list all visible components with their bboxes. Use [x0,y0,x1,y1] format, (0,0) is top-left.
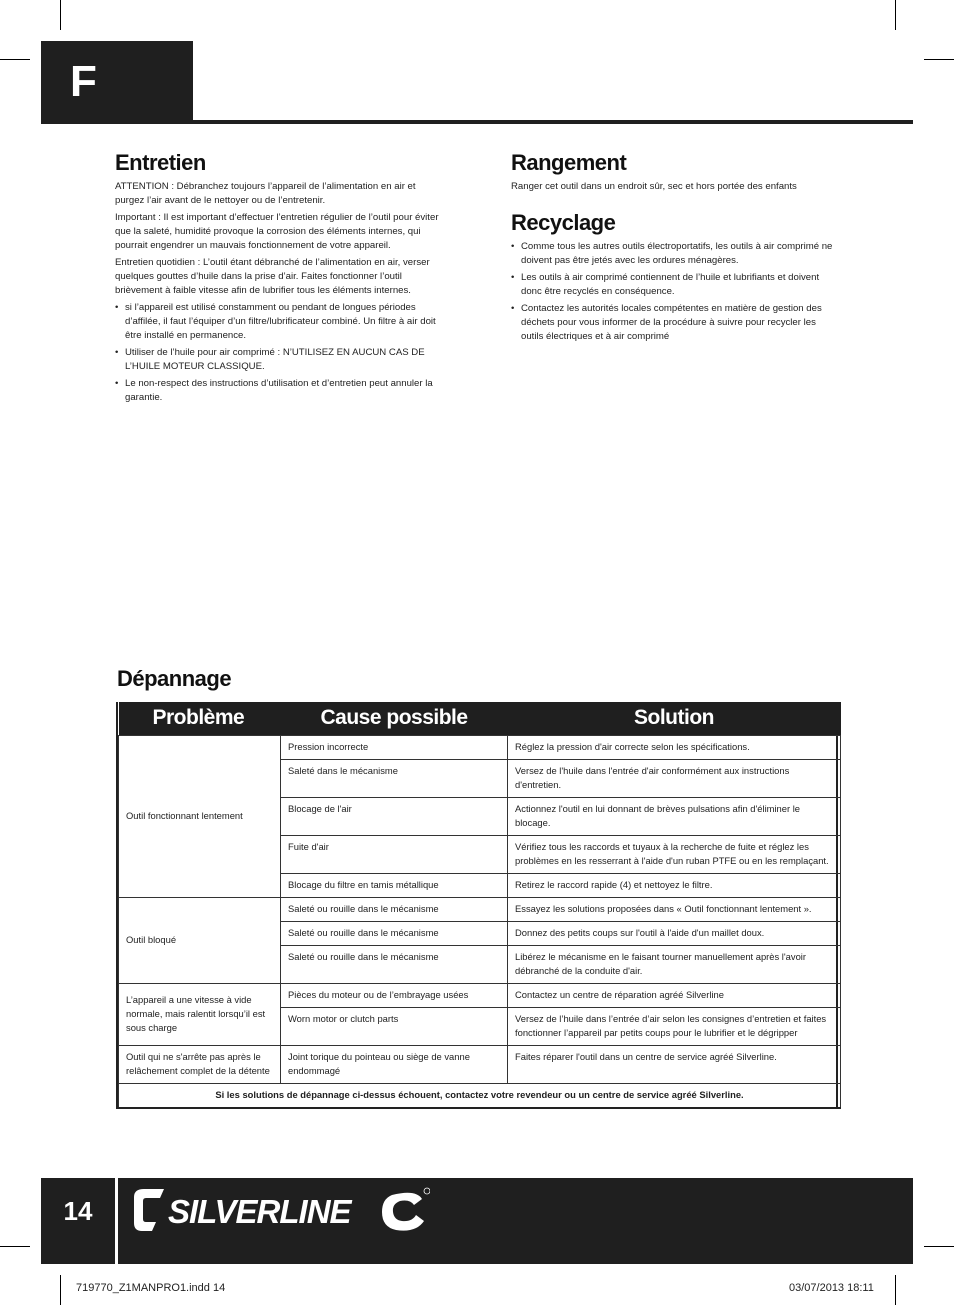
footer-divider [115,1178,118,1264]
header-solution: Solution [508,702,841,735]
crop-mark [924,59,954,60]
language-letter: F [70,57,97,106]
table-row [119,1045,841,1083]
rangement-text: Ranger cet outil dans un endroit sûr, sec et hors portée des enfants [511,181,797,192]
cause-cell: Pression incorrecte [281,735,508,759]
table-row [119,897,841,921]
entretien-bullet: • Utiliser de l’huile pour air comprimé : N’UTILISEZ EN AUCUN CAS DE L’HUILE MOTEUR CLASSIQUE. [115,346,440,374]
solution-cell: Essayez les solutions proposées dans « Outil fonctionnant lentement ». [508,897,841,921]
slug-date-time: 03/07/2013 18:11 [789,1282,874,1294]
solution-cell: Libérez le mécanisme en le faisant tourner manuellement après l'avoir débranché de la conduite d'air. [508,945,841,983]
recyclage-body [511,240,836,347]
crop-mark [924,1246,954,1247]
cause-cell: Worn motor or clutch parts [281,1007,508,1045]
crop-mark [0,1246,30,1247]
cause-cell: Blocage du filtre en tamis métallique [281,873,508,897]
entretien-paragraph: ATTENTION : Débranchez toujours l’appareil de l’alimentation en air et purgez l’air avant de le nettoyer ou de l’entretenir. [115,181,416,206]
solution-cell: Versez de l’huile dans l’entrée d’air selon les consignes d’entretien et faites fonctionner l’appareil par petits coups pour le lubrifier et le dégripper [508,1007,841,1045]
table-footer-note: Si les solutions de dépannage ci-dessus échouent, contactez votre revendeur ou un centre de service agréé Silverline. [119,1083,841,1108]
troubleshooting-table [118,702,841,1109]
entretien-title: Entretien [115,150,206,175]
crop-mark [0,59,30,60]
crop-mark [60,1275,61,1305]
silverline-logo [130,1185,430,1235]
cause-cell: Blocage de l'air [281,797,508,835]
troubleshooting-table-wrapper [116,702,838,1109]
crop-mark [895,1275,896,1305]
header-probleme: Problème [119,702,281,735]
entretien-body [115,180,440,408]
slug-file-info: 719770_Z1MANPRO1.indd 14 [76,1282,226,1294]
problem-cell: Outil qui ne s'arrête pas après le relâchement complet de la détente [119,1045,281,1083]
solution-cell: Faites réparer l'outil dans un centre de service agréé Silverline. [508,1045,841,1083]
problem-cell: Outil bloqué [119,897,281,983]
crop-mark [895,0,896,30]
recyclage-bullet: • Comme tous les autres outils électroportatifs, les outils à air comprimé ne doivent pas être jetés avec les ordures ménagères. [511,240,836,268]
recyclage-bullet: • Contactez les autorités locales compétentes en matière de gestion des déchets pour vous informer de la procédure à suivre pour recycler les outils électriques et à air comprimé [511,302,836,344]
crop-mark [60,0,61,30]
page-number: 14 [63,1196,93,1226]
solution-cell: Retirez le raccord rapide (4) et nettoyez le filtre. [508,873,841,897]
header-rule [41,120,913,124]
entretien-paragraph: Entretien quotidien : L’outil étant débranché de l’alimentation en air, verser quelques gouttes d’huile dans la prise d’air. Faites fonctionner l’outil brièvement à faible vitesse afin de lubrifier tous les éléments internes. [115,257,430,296]
recyclage-bullet: • Les outils à air comprimé contiennent de l’huile et lubrifiants et doivent donc être recyclés en conséquence. [511,271,836,299]
rangement-title: Rangement [511,150,627,175]
table-row [119,735,841,759]
problem-cell: Outil fonctionnant lentement [119,735,281,897]
recyclage-title: Recyclage [511,210,616,235]
entretien-bullets [115,301,440,405]
entretien-paragraph: Important : Il est important d’effectuer l’entretien régulier de l’outil pour éviter que la saleté, humidité provoque la corrosion des éléments internes, qui pourrait engendrer un mauvais fonctionnement de votre appareil. [115,212,439,251]
solution-cell: Réglez la pression d'air correcte selon les spécifications. [508,735,841,759]
cause-cell: Saleté dans le mécanisme [281,759,508,797]
table-row [119,983,841,1007]
header-cause: Cause possible [281,702,508,735]
table-footer-row [119,1083,841,1108]
cause-cell: Joint torique du pointeau ou siège de vanne endommagé [281,1045,508,1083]
cause-cell: Saleté ou rouille dans le mécanisme [281,945,508,983]
depannage-title: Dépannage [117,666,232,691]
solution-cell: Vérifiez tous les raccords et tuyaux à la recherche de fuite et réglez les problèmes en les resserrant à l'aide d'un ruban PTFE ou en les remplaçant. [508,835,841,873]
solution-cell: Versez de l'huile dans l'entrée d'air conformément aux instructions d'entretien. [508,759,841,797]
table-header-row [119,702,841,735]
language-tab [41,41,193,124]
rangement-body [511,180,841,197]
cause-cell: Fuite d'air [281,835,508,873]
solution-cell: Contactez un centre de réparation agréé Silverline [508,983,841,1007]
entretien-bullet: • Le non-respect des instructions d’utilisation et d’entretien peut annuler la garantie. [115,377,440,405]
cause-cell: Pièces du moteur ou de l’embrayage usées [281,983,508,1007]
solution-cell: Donnez des petits coups sur l'outil à l'aide d'un maillet doux. [508,921,841,945]
cause-cell: Saleté ou rouille dans le mécanisme [281,897,508,921]
cause-cell: Saleté ou rouille dans le mécanisme [281,921,508,945]
recyclage-bullets [511,240,836,344]
solution-cell: Actionnez l'outil en lui donnant de brèves pulsations afin d'éliminer le blocage. [508,797,841,835]
svg-text:SILVERLINE: SILVERLINE [168,1193,351,1230]
entretien-bullet: • si l’appareil est utilisé constamment ou pendant de longues périodes d’affilée, il faut l’équiper d’un filtre/lubrificateur combiné. Un filtre à air doit être installé en permanence. [115,301,440,343]
problem-cell: L’appareil a une vitesse à vide normale, mais ralentit lorsqu’il est sous charge [119,983,281,1045]
